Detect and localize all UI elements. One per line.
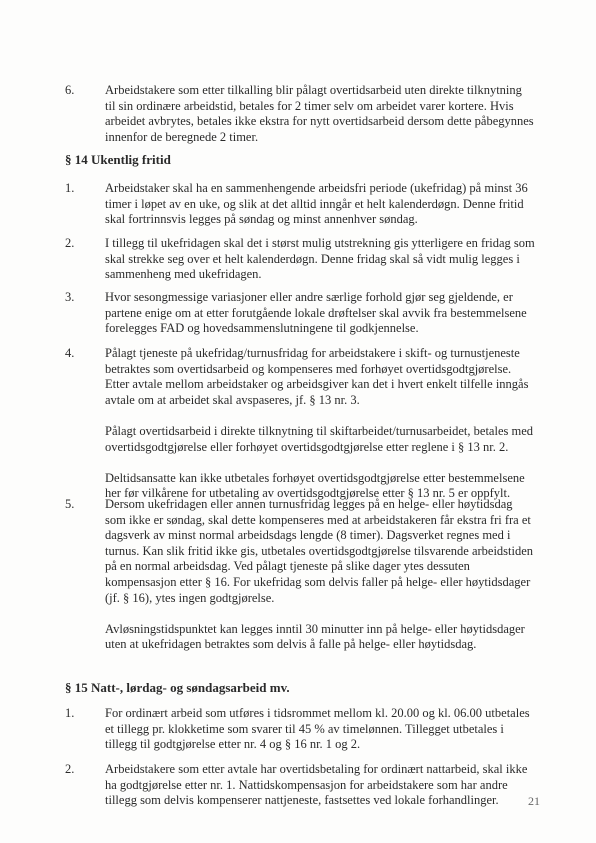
item-paragraph: Arbeidstakere som etter avtale har overtidsbetaling for ordinært nattarbeid, skal ikke ha godtgjørelse etter nr. 1. Nattidskompensasjon for arbeidstakere som har andre tillegg som delvis kompenserer nattjeneste, fastsettes ved lokale forhandlinger. (105, 762, 528, 808)
item-number: 5. (65, 497, 75, 511)
item-paragraph: Avløsningstidspunktet kan legges inntil 30 minutter inn på helge- eller høytidsdager uten at ukefridagen betraktes som delvis å falle på helge- eller høytidsdag. (105, 621, 525, 652)
item-paragraph: For ordinært arbeid som utføres i tidsrommet mellom kl. 20.00 og kl. 06.00 utbetales et tillegg pr. klokketime som svarer til 45 % av timelønnen. Tillegget utbetales i tillegg til godtgjørelse etter nr. 4 og § 16 nr. 1 og 2. (105, 706, 530, 752)
item-number: 1. (65, 706, 75, 720)
item-paragraph: Pålagt tjeneste på ukefridag/turnusfridag for arbeidstakere i skift- og turnustjeneste betraktes som overtidsarbeid og kompenseres med forhøyet overtidsgodtgjørelse. Etter avtale mellom arbeidstaker og arbeidsgiver kan det i hvert enkelt tilfelle inngås avtale om at arbeidet skal avspaseres, jf. § 13 nr. 3. (105, 346, 529, 407)
list-item (65, 497, 535, 653)
item-paragraph: Dersom ukefridagen eller annen turnusfridag legges på en helge- eller høytidsdag som ikke er søndag, skal dette kompenseres med at arbeidstakeren får ekstra fri fra et dagsverk av minst normal arbeidsdags lengde (8 timer). Dagsverket regnes med i turnus. Kan slik fritid ikke gis, utbetales overtidsgodtgjørelse tilsvarende arbeidstiden på en normal arbeidsdag. Ved pålagt tjeneste på slike dager ytes dessuten kompensasjon etter § 16. For ukefridag som delvis faller på helge- eller høytidsdager (jf. § 16), ytes ingen godtgjørelse. (105, 497, 534, 605)
item-number: 2. (65, 236, 75, 250)
item-number: 3. (65, 290, 75, 304)
item-number: 6. (65, 83, 75, 97)
list-item (65, 83, 535, 145)
list-item (65, 290, 535, 337)
list-item (65, 346, 535, 502)
list-item (65, 181, 535, 228)
item-number: 4. (65, 346, 75, 360)
item-paragraph: Deltidsansatte kan ikke utbetales forhøyet overtidsgodtgjørelse etter bestemmelsene her før vilkårene for utbetaling av overtidsgodtgjørelse etter § 13 nr. 5 er oppfylt. (105, 470, 525, 501)
section-heading: § 15 Natt-, lørdag- og søndagsarbeid mv. (65, 680, 290, 695)
item-paragraph: Hvor sesongmessige variasjoner eller andre særlige forhold gjør seg gjeldende, er partene enige om at etter forutgående lokale drøftelser skal avvik fra bestemmelsene forelegges FAD og hovedsammenslutningene til godkjennelse. (105, 290, 527, 336)
section-heading: § 14 Ukentlig fritid (65, 152, 171, 167)
item-number: 1. (65, 181, 75, 195)
page-number: 21 (528, 794, 540, 808)
item-paragraph: Arbeidstaker skal ha en sammenhengende arbeidsfri periode (ukefridag) på minst 36 timer i løpet av en uke, og slik at det alltid inngår et helt kalenderdøgn. Denne fritid skal fortrinnsvis legges på søndag og minst annenhver søndag. (105, 181, 528, 227)
item-paragraph: I tillegg til ukefridagen skal det i størst mulig utstrekning gis ytterligere en fridag som skal strekke seg over et helt kalenderdøgn. Denne fridag skal så vidt mulig legges i sammenheng med ukefridagen. (105, 236, 535, 282)
list-item (65, 236, 535, 283)
item-paragraph: Arbeidstakere som etter tilkalling blir pålagt overtidsarbeid uten direkte tilknytning til sin ordinære arbeidstid, betales for 2 timer selv om arbeidet varer kortere. Hvis arbeidet avbrytes, betales ikke ekstra for nytt overtidsarbeid dersom dette påbegynnes innenfor de beregnede 2 timer. (105, 83, 534, 144)
list-item (65, 706, 535, 753)
list-item (65, 762, 535, 809)
item-paragraph: Pålagt overtidsarbeid i direkte tilknytning til skiftarbeidet/turnusarbeidet, betales med overtidsgodtgjørelse eller forhøyet overtidsgodtgjørelse etter reglene i § 13 nr. 2. (105, 423, 534, 454)
item-number: 2. (65, 762, 75, 776)
